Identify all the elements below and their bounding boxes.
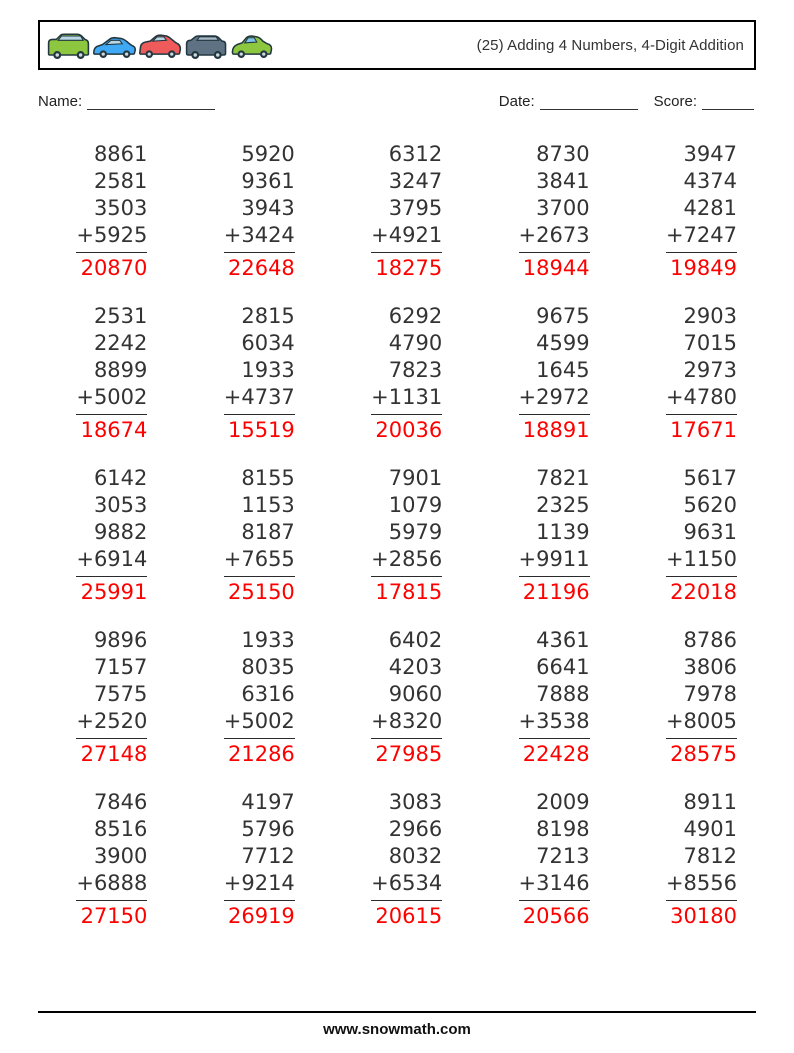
answer: 21286	[224, 738, 295, 768]
red-car-icon	[138, 30, 183, 61]
addend: 2581	[93, 169, 148, 193]
addend: 9361	[241, 169, 295, 193]
addition-problem	[519, 465, 590, 606]
addend: 4281	[683, 196, 737, 220]
addend: +9214	[223, 871, 295, 895]
answer: 18944	[519, 252, 590, 282]
addend: 9060	[388, 682, 443, 706]
addition-problem	[224, 141, 295, 282]
addend: 3841	[536, 169, 590, 193]
addend: +2972	[518, 385, 590, 409]
addend: +8005	[665, 709, 737, 733]
addend: +3146	[518, 871, 590, 895]
header	[38, 20, 756, 70]
addend: 8911	[683, 790, 737, 814]
addend: 1079	[388, 493, 443, 517]
addend: 4203	[388, 655, 443, 679]
name-label: Name:	[38, 93, 83, 110]
addend: +9911	[518, 547, 590, 571]
addend: 4197	[241, 790, 295, 814]
addend: 2325	[536, 493, 590, 517]
answer: 30180	[666, 900, 737, 930]
answer: 18891	[519, 414, 590, 444]
addend: 1645	[536, 358, 590, 382]
answer: 26919	[224, 900, 295, 930]
addend: +7247	[665, 223, 737, 247]
addend: +7655	[223, 547, 295, 571]
addition-problem	[519, 303, 590, 444]
score-blank[interactable]	[702, 94, 754, 110]
addend: 3900	[93, 844, 148, 868]
addend: 7821	[536, 466, 590, 490]
answer: 22018	[666, 576, 737, 606]
answer: 27150	[76, 900, 147, 930]
green-car-icon	[230, 30, 275, 61]
answer: 20566	[519, 900, 590, 930]
worksheet-title: (25) Adding 4 Numbers, 4-Digit Addition	[476, 36, 744, 54]
addend: 2973	[683, 358, 737, 382]
addend: 8198	[536, 817, 590, 841]
addend: 3795	[388, 196, 443, 220]
addend: 7823	[388, 358, 443, 382]
green-van-icon	[46, 30, 91, 61]
addition-problem	[76, 789, 147, 930]
answer: 19849	[666, 252, 737, 282]
gray-suv-icon	[184, 30, 229, 61]
addend: +1150	[665, 547, 737, 571]
addend: +8320	[371, 709, 443, 733]
addend: 3053	[93, 493, 148, 517]
car-icons	[46, 30, 275, 61]
addition-problem	[76, 627, 147, 768]
addend: 7712	[241, 844, 295, 868]
answer: 21196	[519, 576, 590, 606]
answer: 20870	[76, 252, 147, 282]
addend: 7888	[536, 682, 590, 706]
answer: 28575	[666, 738, 737, 768]
addend: 4790	[388, 331, 443, 355]
blue-car-icon	[92, 30, 137, 61]
addend: 7978	[683, 682, 737, 706]
score-label: Score:	[653, 93, 697, 110]
addend: 2242	[93, 331, 148, 355]
addend: 4361	[536, 628, 590, 652]
addition-problem	[371, 303, 442, 444]
addend: 5920	[241, 142, 295, 166]
addend: +5002	[223, 709, 295, 733]
answer: 27985	[371, 738, 442, 768]
addend: +6914	[76, 547, 148, 571]
addend: 2815	[241, 304, 295, 328]
addend: +2856	[371, 547, 443, 571]
footer-divider	[38, 1011, 756, 1013]
addend: 7575	[93, 682, 148, 706]
addend: 2531	[93, 304, 148, 328]
addend: 8187	[241, 520, 295, 544]
addend: 6641	[536, 655, 590, 679]
addend: +6534	[371, 871, 443, 895]
addition-problem	[666, 789, 737, 930]
addition-problem	[224, 465, 295, 606]
addend: 3700	[536, 196, 590, 220]
addend: 3806	[683, 655, 737, 679]
answer: 20036	[371, 414, 442, 444]
name-field	[38, 93, 215, 110]
addition-problem	[371, 141, 442, 282]
addend: 2009	[536, 790, 590, 814]
addend: 7157	[93, 655, 148, 679]
addend: 5979	[388, 520, 443, 544]
addend: +2520	[76, 709, 148, 733]
addition-problem	[519, 789, 590, 930]
addend: 2966	[388, 817, 443, 841]
addend: 8786	[683, 628, 737, 652]
date-blank[interactable]	[540, 94, 638, 110]
date-field	[499, 93, 638, 110]
addend: 7812	[683, 844, 737, 868]
addend: 6034	[241, 331, 295, 355]
addend: 3947	[683, 142, 737, 166]
addend: 8516	[93, 817, 148, 841]
addend: 8899	[93, 358, 148, 382]
addend: +2673	[518, 223, 590, 247]
answer: 22648	[224, 252, 295, 282]
addition-problem	[666, 627, 737, 768]
addend: +8556	[665, 871, 737, 895]
addend: +5002	[76, 385, 148, 409]
addend: 3943	[241, 196, 295, 220]
site-link[interactable]: www.snowmath.com	[323, 1021, 471, 1038]
addition-problem	[371, 465, 442, 606]
name-blank[interactable]	[87, 94, 215, 110]
addend: 1933	[241, 628, 295, 652]
answer: 18275	[371, 252, 442, 282]
addend: 7901	[388, 466, 443, 490]
addend: 3247	[388, 169, 443, 193]
addition-problem	[76, 465, 147, 606]
addend: 3503	[93, 196, 148, 220]
addend: +3424	[223, 223, 295, 247]
answer: 25150	[224, 576, 295, 606]
addition-problem	[224, 627, 295, 768]
answer: 17815	[371, 576, 442, 606]
addition-problem	[666, 465, 737, 606]
problems-grid	[0, 141, 794, 930]
addend: 9882	[93, 520, 148, 544]
addend: +5925	[76, 223, 148, 247]
addend: 1933	[241, 358, 295, 382]
answer: 18674	[76, 414, 147, 444]
addend: 5617	[683, 466, 737, 490]
addition-problem	[519, 627, 590, 768]
addition-problem	[371, 627, 442, 768]
answer: 25991	[76, 576, 147, 606]
addend: 8730	[536, 142, 590, 166]
answer: 27148	[76, 738, 147, 768]
addend: +1131	[371, 385, 443, 409]
addition-problem	[224, 303, 295, 444]
answer: 17671	[666, 414, 737, 444]
addend: 8035	[241, 655, 295, 679]
addend: 9631	[683, 520, 737, 544]
addend: +3538	[518, 709, 590, 733]
addition-problem	[224, 789, 295, 930]
addend: 6312	[388, 142, 443, 166]
addition-problem	[76, 303, 147, 444]
score-field	[654, 93, 754, 110]
addend: 8861	[93, 142, 148, 166]
addition-problem	[666, 303, 737, 444]
addend: 6402	[388, 628, 443, 652]
addend: +6888	[76, 871, 148, 895]
addend: 7015	[683, 331, 737, 355]
addend: 3083	[388, 790, 443, 814]
addend: 6292	[388, 304, 443, 328]
addend: 6142	[93, 466, 148, 490]
addend: 7213	[536, 844, 590, 868]
addend: 2903	[683, 304, 737, 328]
addition-problem	[76, 141, 147, 282]
addend: +4737	[223, 385, 295, 409]
addend: 9896	[93, 628, 148, 652]
addend: 8032	[388, 844, 443, 868]
addend: 6316	[241, 682, 295, 706]
addend: 1153	[241, 493, 295, 517]
addition-problem	[371, 789, 442, 930]
addend: 1139	[536, 520, 590, 544]
date-score-group	[499, 93, 754, 110]
addition-problem	[519, 141, 590, 282]
addend: 4599	[536, 331, 590, 355]
addend: 9675	[536, 304, 590, 328]
fields-row	[38, 93, 754, 110]
addend: +4921	[371, 223, 443, 247]
answer: 20615	[371, 900, 442, 930]
answer: 22428	[519, 738, 590, 768]
addend: 4901	[683, 817, 737, 841]
addition-problem	[666, 141, 737, 282]
addend: 4374	[683, 169, 737, 193]
addend: 7846	[93, 790, 148, 814]
answer: 15519	[224, 414, 295, 444]
date-label: Date:	[498, 93, 535, 110]
addend: 5620	[683, 493, 737, 517]
addend: +4780	[665, 385, 737, 409]
addend: 8155	[241, 466, 295, 490]
addend: 5796	[241, 817, 295, 841]
